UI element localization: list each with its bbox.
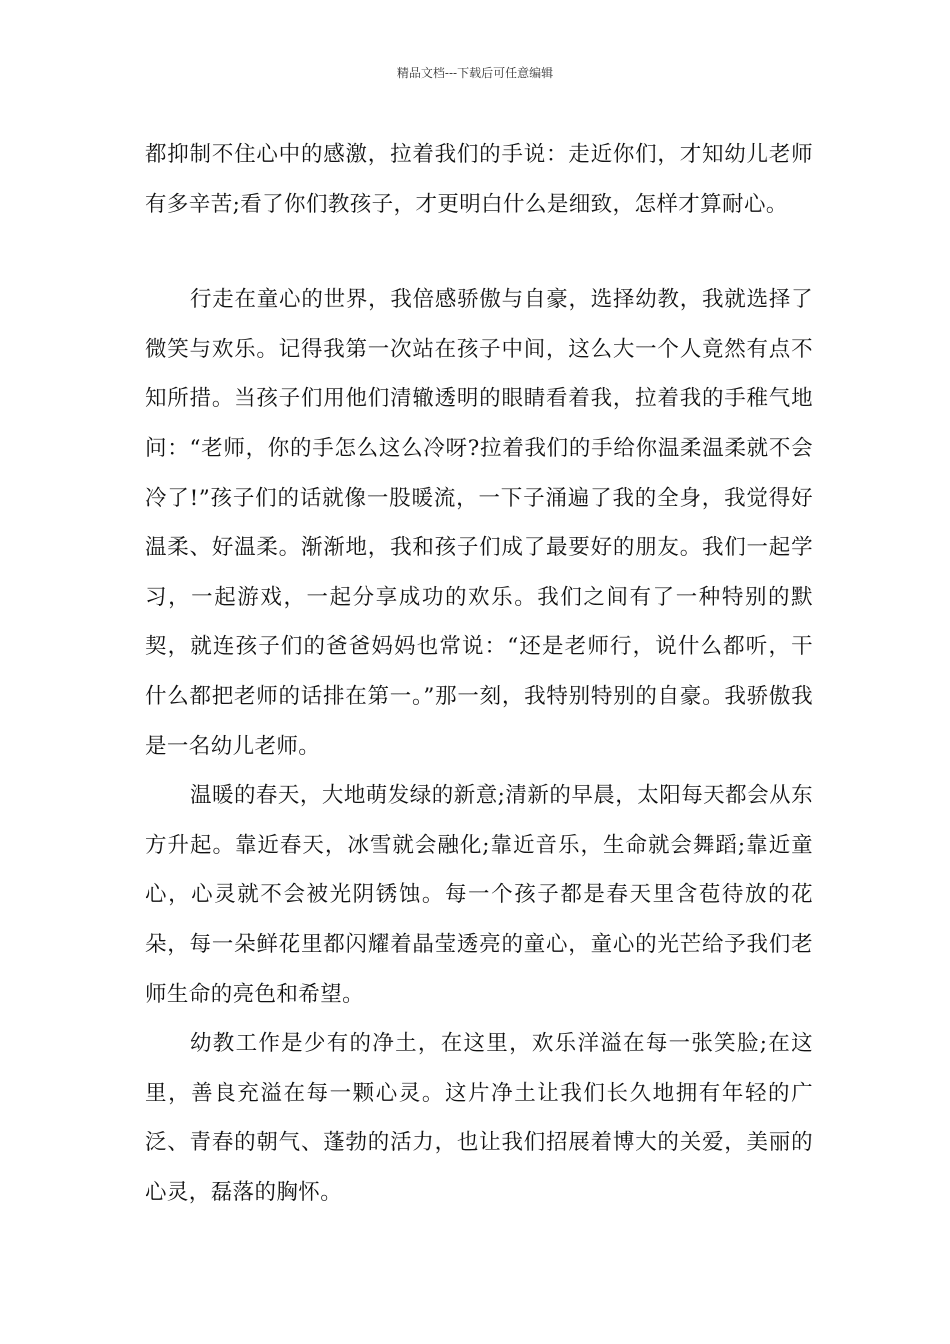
document-body (145, 130, 813, 1217)
paragraph-1: 都抑制不住心中的感激，拉着我们的手说：走近你们，才知幼儿老师有多辛苦;看了你们教孩子，才更明白什么是细致，怎样才算耐心。 (145, 142, 813, 217)
paragraph-3: 温暖的春天，大地萌发绿的新意;清新的早晨，太阳每天都会从东方升起。靠近春天，冰雪就会融化;靠近音乐，生命就会舞蹈;靠近童心，心灵就不会被光阴锈蚀。每一个孩子都是春天里含苞待放的花朵，每一朵鲜花里都闪耀着晶莹透亮的童心，童心的光芒给予我们老师生命的亮色和希望。 (145, 783, 813, 1007)
paragraph-2: 行走在童心的世界，我倍感骄傲与自豪，选择幼教，我就选择了微笑与欢乐。记得我第一次站在孩子中间，这么大一个人竟然有点不知所措。当孩子们用他们清辙透明的眼睛看着我，拉着我的手稚气地问：“老师，你的手怎么这么冷呀?拉着我们的手给你温柔温柔就不会冷了!”孩子们的话就像一股暖流，一下子涌遍了我的全身，我觉得好温柔、好温柔。渐渐地，我和孩子们成了最要好的朋友。我们一起学习，一起游戏，一起分享成功的欢乐。我们之间有了一种特别的默契，就连孩子们的爸爸妈妈也常说：“还是老师行，说什么都听，干什么都把老师的话排在第一。”那一刻，我特别特别的自豪。我骄傲我是一名幼儿老师。 (145, 287, 813, 759)
paragraph-4: 幼教工作是少有的净土，在这里，欢乐洋溢在每一张笑脸;在这里，善良充溢在每一颗心灵。这片净土让我们长久地拥有年轻的广泛、青春的朝气、蓬勃的活力，也让我们招展着博大的关爱，美丽的心灵，磊落的胸怀。 (145, 1031, 813, 1205)
page-header: 精品文档---下载后可任意编辑 (396, 66, 554, 80)
